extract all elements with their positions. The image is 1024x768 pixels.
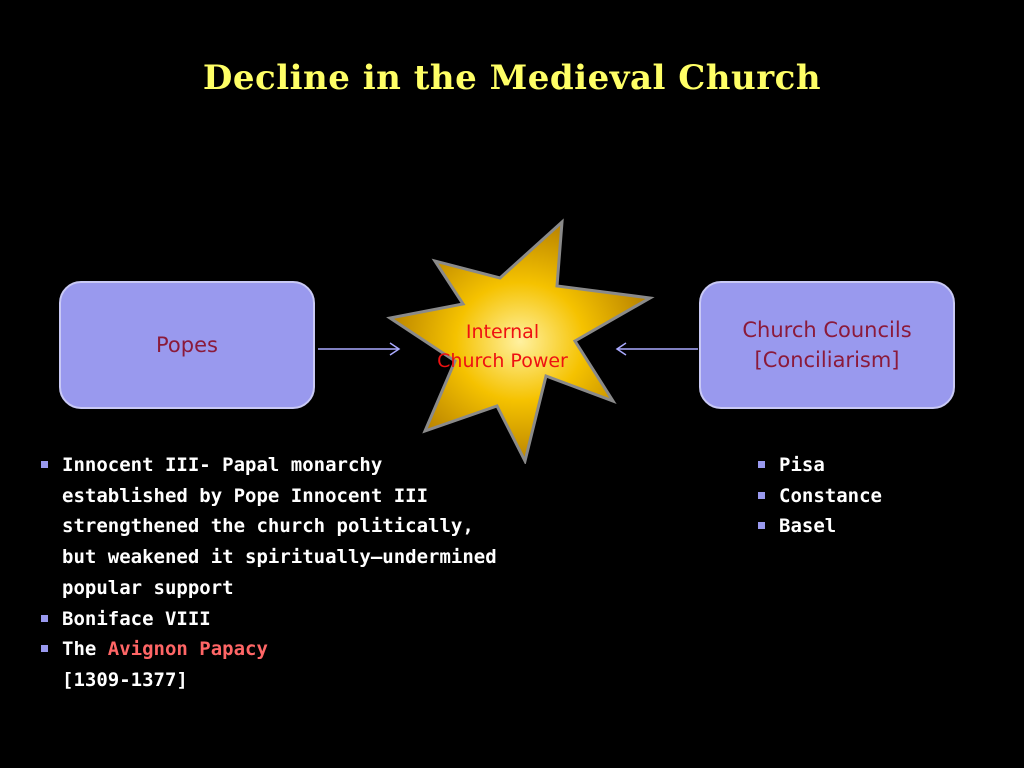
councils-label-line1: Church Councils — [742, 318, 912, 342]
bullet-text-prefix: The — [62, 638, 108, 661]
list-item — [754, 450, 994, 481]
list-item — [37, 604, 497, 635]
bullet-text: Boniface VIII — [62, 607, 211, 630]
bullet-icon — [758, 522, 765, 529]
center-label-line1: Internal — [465, 321, 540, 343]
church-councils-box — [699, 281, 955, 409]
bullet-icon — [41, 461, 48, 468]
popes-bullet-list — [37, 450, 497, 696]
list-item — [754, 511, 994, 542]
bullet-icon — [758, 492, 765, 499]
list-item — [754, 481, 994, 512]
bullet-text: Pisa — [779, 454, 825, 476]
slide-title: Decline in the Medieval Church — [202, 58, 822, 98]
bullet-text-suffix: [1309-1377] — [62, 668, 188, 691]
bullet-text: Innocent III- Papal monarchy established by Pope Innocent III strengthened the church politically, but weakened it spiritually—undermined popular support — [62, 454, 497, 599]
center-label — [400, 318, 605, 376]
popes-box — [59, 281, 315, 409]
bullet-icon — [41, 645, 48, 652]
councils-bullet-list — [754, 450, 994, 542]
center-label-line2: Church Power — [437, 350, 568, 372]
bullet-text: Constance — [779, 484, 882, 507]
list-item — [37, 634, 497, 695]
bullet-icon — [758, 461, 765, 468]
bullet-text: Basel — [779, 515, 837, 538]
avignon-papacy-highlight: Avignon Papacy — [107, 638, 268, 661]
councils-label-line2: [Conciliarism] — [754, 348, 900, 372]
popes-label: Popes — [156, 333, 218, 357]
list-item — [37, 450, 497, 604]
bullet-icon — [41, 615, 48, 622]
